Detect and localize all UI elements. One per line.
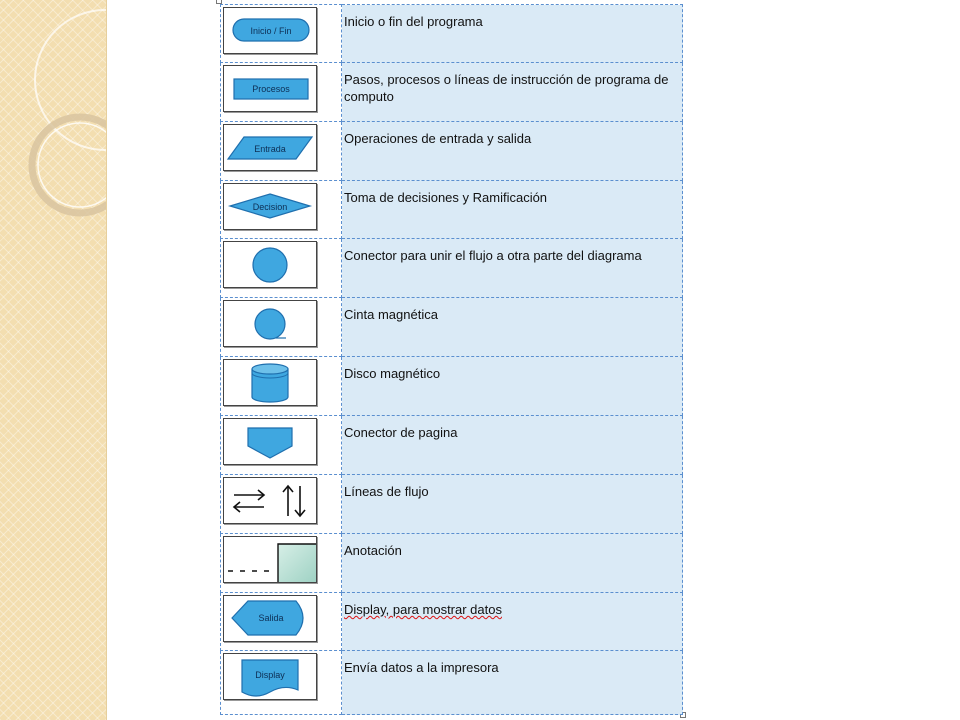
page-connector-symbol bbox=[223, 418, 317, 465]
description-cell: Conector para unir el flujo a otra parte del diagrama bbox=[342, 239, 683, 298]
symbol-cell bbox=[221, 651, 342, 715]
symbol-cell bbox=[221, 122, 342, 181]
decision-symbol-label: Decision bbox=[252, 202, 288, 212]
description-cell: Toma de decisiones y Ramificación bbox=[342, 181, 683, 239]
description-cell: Anotación bbox=[342, 534, 683, 593]
terminal-symbol-label: Inicio / Fin bbox=[250, 26, 292, 36]
description-cell: Operaciones de entrada y salida bbox=[342, 122, 683, 181]
symbol-cell bbox=[221, 534, 342, 593]
symbol-cell bbox=[221, 63, 342, 122]
document-symbol-label: Display bbox=[255, 670, 285, 680]
table-row bbox=[221, 239, 683, 298]
description-cell: Líneas de flujo bbox=[342, 475, 683, 534]
description-text: Display, para mostrar datos bbox=[344, 602, 502, 617]
symbol-cell bbox=[221, 298, 342, 357]
symbol-cell bbox=[221, 5, 342, 63]
display-symbol-label: Salida bbox=[258, 613, 284, 623]
process-symbol bbox=[223, 65, 317, 112]
table-row bbox=[221, 593, 683, 651]
input-output-symbol-label: Entrada bbox=[254, 144, 286, 154]
table-row bbox=[221, 534, 683, 593]
symbol-cell bbox=[221, 239, 342, 298]
decorative-side-panel bbox=[0, 0, 107, 720]
flow-lines-symbol bbox=[223, 477, 317, 524]
description-cell: Cinta magnética bbox=[342, 298, 683, 357]
table-row bbox=[221, 122, 683, 181]
magnetic-tape-symbol bbox=[223, 300, 317, 347]
table-row bbox=[221, 181, 683, 239]
symbol-cell bbox=[221, 475, 342, 534]
table-row bbox=[221, 63, 683, 122]
display-symbol bbox=[223, 595, 317, 642]
symbol-cell bbox=[221, 593, 342, 651]
symbol-cell bbox=[221, 416, 342, 475]
decorative-circles bbox=[0, 0, 106, 720]
table-row bbox=[221, 416, 683, 475]
connector-symbol bbox=[223, 241, 317, 288]
description-cell: Conector de pagina bbox=[342, 416, 683, 475]
magnetic-disk-symbol bbox=[223, 359, 317, 406]
decision-symbol bbox=[223, 183, 317, 230]
table-row bbox=[221, 5, 683, 63]
description-cell: Disco magnético bbox=[342, 357, 683, 416]
document-symbol bbox=[223, 653, 317, 700]
symbol-cell bbox=[221, 357, 342, 416]
flowchart-symbols-table bbox=[220, 4, 683, 714]
table-row bbox=[221, 298, 683, 357]
description-cell: Pasos, procesos o líneas de instrucción de programa de computo bbox=[342, 63, 683, 122]
table-row bbox=[221, 651, 683, 715]
terminal-symbol bbox=[223, 7, 317, 54]
table-row bbox=[221, 357, 683, 416]
process-symbol-label: Procesos bbox=[252, 84, 290, 94]
symbol-cell bbox=[221, 181, 342, 239]
input-output-symbol bbox=[223, 124, 317, 171]
description-cell: Envía datos a la impresora bbox=[342, 651, 683, 715]
table-row bbox=[221, 475, 683, 534]
annotation-symbol bbox=[223, 536, 317, 583]
description-cell bbox=[342, 593, 683, 651]
description-cell: Inicio o fin del programa bbox=[342, 5, 683, 63]
